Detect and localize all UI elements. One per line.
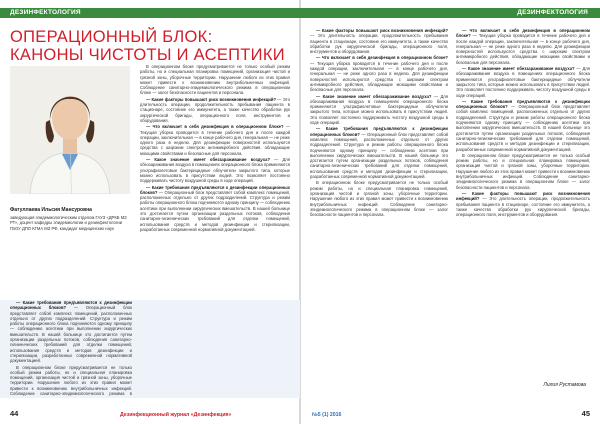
- article-paragraph: [310, 126, 448, 179]
- journal-issue: №5 (1) 2016: [312, 412, 342, 418]
- article-paragraph: [10, 300, 132, 364]
- question-lead: — Какие факторы повышают риск возникновения инфекций?: [146, 96, 278, 102]
- question-lead: — Что включает в себя дезинфекция в операционном блоке?: [456, 28, 590, 39]
- question-lead: — Что включает в себя дезинфекция в операционном блоке?: [316, 55, 448, 61]
- article-paragraph: [310, 180, 448, 217]
- footer-issue: [312, 412, 341, 418]
- answer-text: — Для обеззараживания воздуха в помещениях операционного блока применяются ультрафиолетовые бактерицидные облучатели закрытого типа, которые можно использовать в присутствии людей. Это позволяет постоянно поддерживать чистоту воздушной среды в ходе операций.: [310, 93, 448, 126]
- answer-text: В операционном блоке предусматривается не только особый режим работы, но и специальная планировка помещений, организация чистой и грязной зоны, уборочные территории. Нарушение любого из этих правил может привести к возникновению внутрибольничных инфекций. Соблюдение санитарно-эпидемиологического режима в операционном блоке — залог безопасности пациентов и персонала.: [310, 180, 448, 218]
- question-lead: — Какие требования предъявляются к дезинфекции операционных блоков?: [140, 184, 290, 195]
- answer-text: — Это длительность операции, продолжительность пребывания пациента в стационаре, состояние его иммунитета, а также качество обработки рук хирургической бригады, операционного поля, инструментов и оборудования.: [456, 196, 590, 218]
- answer-text: — Для обеззараживания воздуха в помещениях операционного блока применяются ультрафиолетовые бактерицидные облучатели закрытого типа, которые можно использовать в присутствии людей. Это позволяет постоянно поддерживать чистоту воздушной среды в ходе операций.: [456, 66, 590, 98]
- article-paragraph: [456, 28, 590, 65]
- answer-text: — Операционный блок представляет собой комплекс помещений, расположенных отдельно от других подразделений. Структура и режим работы операционного блока подчиняются одному принципу — соблюдению асептики при выполнении хирургических вмешательств. В нашей больнице это достигается путем организации раздельных потоков, соблюдения санитарно-гигиенических требований для отделки помещений, использования средств и методов дезинфекции и стерилизации, разработанных современной нормативной документацией.: [10, 305, 132, 364]
- author-name: Фатуллаева Ильсия Мансуровна: [10, 207, 92, 213]
- page-number-right: 45: [581, 409, 590, 418]
- answer-text: — Операционный блок представляет собой комплекс помещений, расположенных отдельно от других подразделений. Структура и режим работы операционного блока подчиняются одному принципу — соблюдению асептики при выполнении хирургических вмешательств. В нашей больнице это достигается путем организации раздельных потоков, соблюдения санитарно-гигиенических требований для отделки помещений, использования средств и методов дезинфекции и стерилизации, разработанных современной нормативной документацией.: [140, 189, 290, 232]
- footer-left: [10, 409, 18, 418]
- article-paragraph: [140, 185, 290, 233]
- question-lead: — Какое значение имеет обеззараживание воздуха?: [462, 66, 577, 72]
- article-text: [456, 28, 590, 380]
- question-lead: — Какое значение имеет обеззараживание воздуха?: [146, 157, 275, 163]
- answer-text: В операционном блоке предусматривается не только особый режим работы, но и специальная планировка помещений, организация чистой и грязной зоны, уборочные территории. Нарушение любого из этих правил может привести к возникновению внутрибольничных инфекций. Соблюдение санитарно-эпидемиологического режима в: [10, 364, 132, 396]
- article-paragraph: [140, 157, 290, 183]
- answer-text: — Операционный блок представляет собой комплекс помещений, расположенных отдельно от других подразделений. Структура и режим работы операционного блока подчиняются одному принципу — соблюдению асептики при выполнении хирургических вмешательств. В нашей больнице это достигается путем организации раздельных потоков, соблюдения санитарно-гигиенических требований для отделки помещений, использования средств и методов дезинфекции и стерилизации, разработанных современной нормативной документацией.: [310, 131, 448, 180]
- article-paragraph: [310, 55, 448, 92]
- page-number-left: 44: [10, 409, 19, 418]
- article-title: [10, 28, 285, 64]
- author-portrait-image: [10, 66, 130, 194]
- answer-text: — Текущая уборка проводится в течение рабочего дня и после каждой операции, заключительная — в конце рабочего дня, генеральная — не реже одного раза в неделю. Для дезинфекции поверхностей используются средства с широким спектром антимикробного действия, обладающие моющими свойствами и безопасные для персонала.: [310, 60, 448, 93]
- article-paragraph: [10, 365, 132, 396]
- title-line-2: КАНОНЫ ЧИСТОТЫ И АСЕПТИКИ: [10, 46, 285, 64]
- article-text: [10, 300, 132, 396]
- question-lead: — Какое значение имеет обеззараживание воздуха?: [316, 93, 434, 99]
- answer-text: — Это длительность операции, продолжительность пребывания пациента в стационаре, состояние его иммунитета, а также качество обработки рук хирургической бригады, операционного поля, инструментов и оборудования.: [310, 33, 448, 55]
- question-lead: — Что включает в себя дезинфекция в операционном блоке?: [146, 124, 286, 130]
- answer-text: — Это длительность операции, продолжительность пребывания пациента в стационаре, состояние его иммунитета, а также качество обработки рук хирургической бригады, операционного поля, инструментов и оборудования.: [140, 96, 290, 123]
- article-text: [310, 28, 448, 398]
- answer-text: В операционном блоке предусматривается не только особый режим работы, но и специальная планировка помещений, организация чистой и грязной зоны, уборочные территории. Нарушение любого из этих правил может привести к возникновению внутрибольничных инфекций. Соблюдение санитарно-эпидемиологического режима в операционном блоке — залог безопасности пациентов и персонала.: [140, 64, 290, 96]
- answer-text: — Текущая уборка проводится в течение рабочего дня и после каждой операции, заключительная — в конце рабочего дня, генеральная — не реже одного раза в неделю. Для дезинфекции поверхностей используются средства с широким спектром антимикробного действия, обладающие моющими свойствами и безопасные для персонала.: [456, 33, 590, 65]
- article-paragraph: [140, 97, 290, 123]
- footer-right: [582, 409, 590, 418]
- article-paragraph: [456, 99, 590, 152]
- question-lead: — Какие требования предъявляются к дезинфекции операционных блоков?: [456, 98, 590, 110]
- answer-text: В операционном блоке предусматривается не только особый режим работы, но и специальная планировка помещений, организация чистой и грязной зоны, уборочные территории. Нарушение любого из этих правил может привести к возникновению внутрибольничных инфекций. Соблюдение санитарно-эпидемиологического режима в операционном блоке — залог безопасности пациентов и персонала.: [456, 152, 590, 190]
- question-lead: — Какие требования предъявляются к дезинфекции операционных блоков?: [10, 300, 132, 311]
- article-text: [140, 64, 290, 398]
- question-lead: — Какие факторы повышают риск возникновения инфекций?: [316, 28, 448, 33]
- answer-text: — Для обеззараживания воздуха в помещениях операционного блока применяются ультрафиолетовые бактерицидные облучатели закрытого типа, которые можно использовать в присутствии людей. Это позволяет постоянно поддерживать чистоту воздушной среды в ходе операций.: [140, 157, 290, 184]
- footer-journal: [120, 412, 231, 418]
- article-paragraph: [310, 94, 448, 126]
- author-photo: [10, 66, 130, 194]
- article-paragraph: [456, 191, 590, 217]
- author-signature: Лилия Рустамова: [543, 382, 586, 388]
- rubric-left: ДЕЗИНФЕКТОЛОГИЯ: [10, 9, 81, 16]
- article-paragraph: [456, 153, 590, 190]
- article-paragraph: [456, 66, 590, 98]
- article-paragraph: [140, 124, 290, 156]
- answer-text: — Операционный блок представляет собой комплекс помещений, расположенных отдельно от других подразделений. Структура и режим работы операционного блока подчиняются одному принципу — соблюдению асептики при выполнении хирургических вмешательств. В нашей больнице это достигается путем организации раздельных потоков, соблюдения санитарно-гигиенических требований для отделки помещений, использования средств и методов дезинфекции и стерилизации, разработанных современной нормативной документацией.: [456, 104, 590, 152]
- article-paragraph: [310, 28, 448, 54]
- author-bio: заведующая эпидемиологическим отделом ГАУЗ «ДРКБ МЗ РТ», доцент кафедры эпидемиологии и дезинфектологии ГБОУ ДПО КГМА МЗ РФ, кандидат медицинских наук: [10, 215, 127, 231]
- rubric-right: ДЕЗИНФЕКТОЛОГИЯ: [517, 9, 588, 16]
- article-paragraph: [140, 64, 290, 96]
- question-lead: — Какие факторы повышают риск возникновения инфекций?: [456, 190, 590, 202]
- answer-text: — Текущая уборка проводится в течение рабочего дня и после каждой операции, заключительная — в конце рабочего дня, генеральная — не реже одного раза в неделю. Для дезинфекции поверхностей используются средства с широким спектром антимикробного действия, обладающие моющими свойствами и безопасные для персонала.: [140, 124, 290, 156]
- question-lead: — Какие требования предъявляются к дезинфекции операционных блоков?: [310, 126, 448, 137]
- title-line-1: ОПЕРАЦИОННЫЙ БЛОК:: [10, 28, 213, 46]
- journal-title: Дезинфекционный журнал «Дезинфекция»: [120, 412, 232, 418]
